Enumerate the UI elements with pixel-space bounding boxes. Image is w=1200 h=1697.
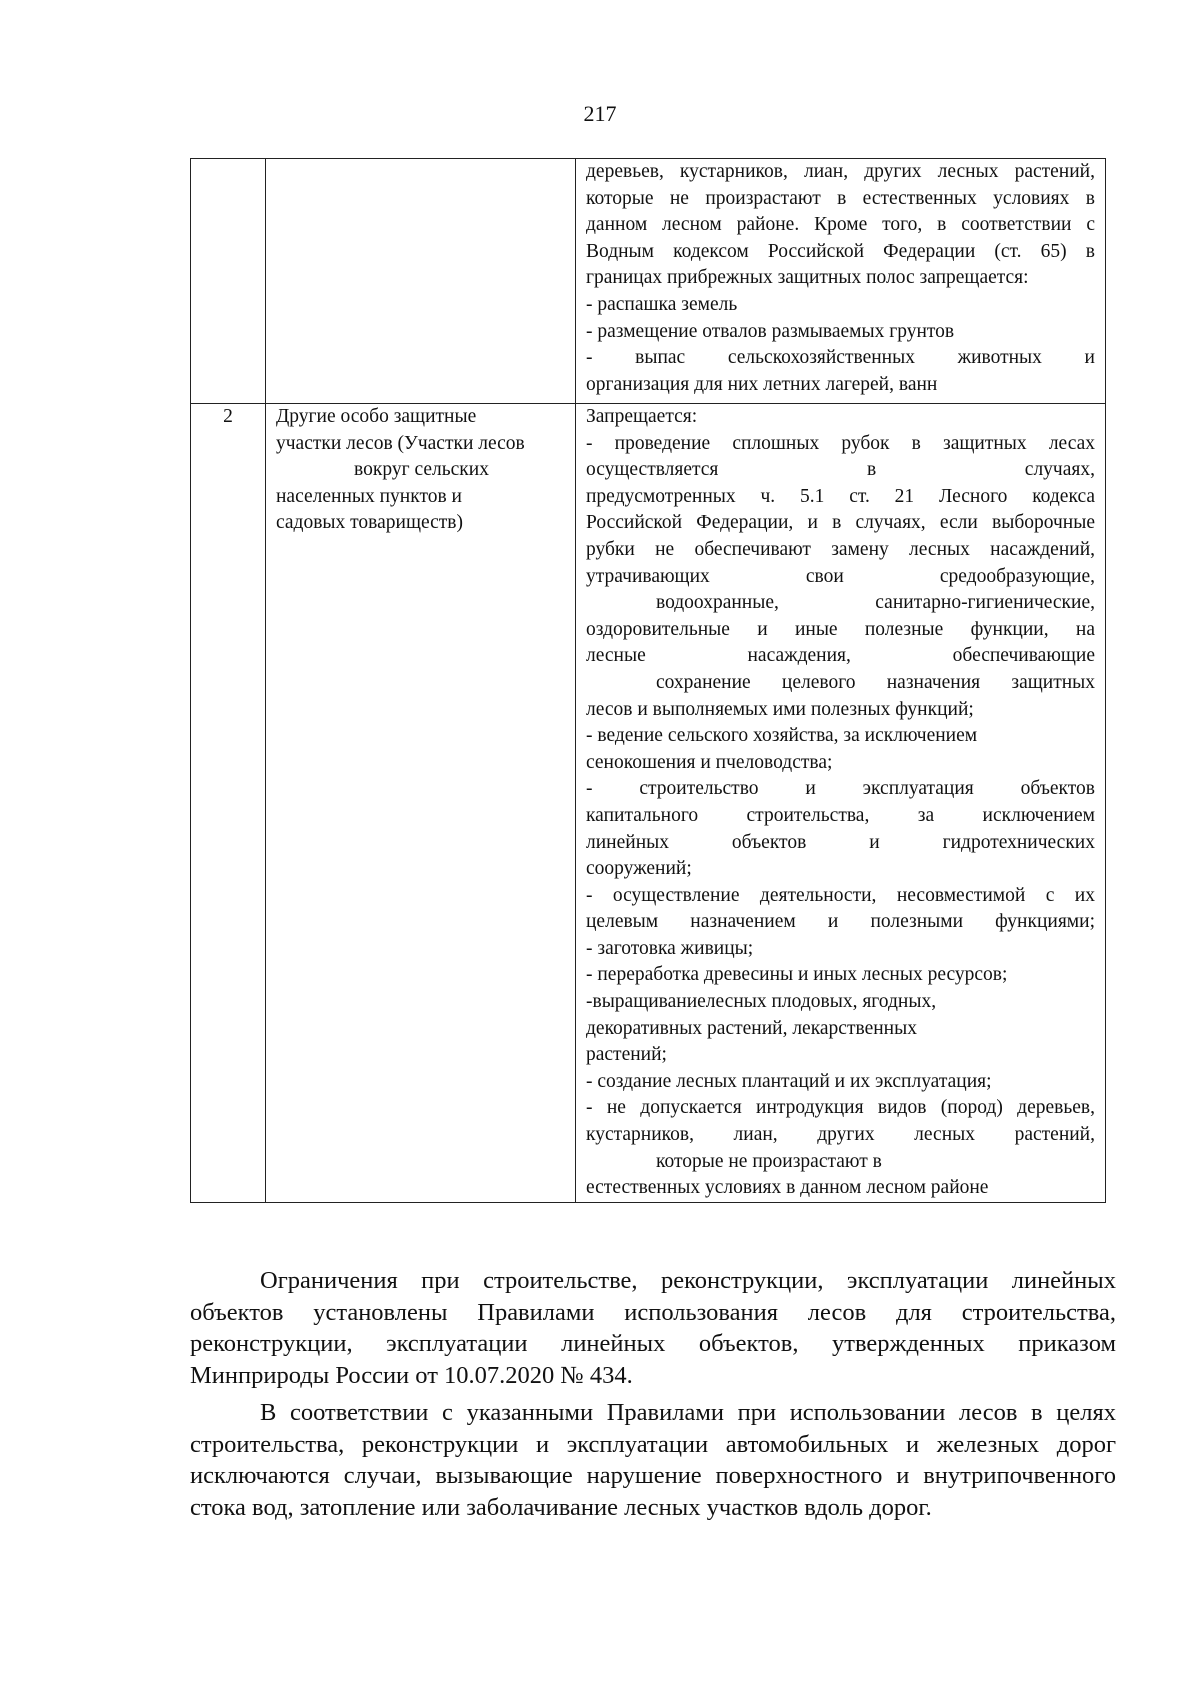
- text-line: - не допускается интродукция видов (пород) деревьев,: [586, 1097, 1095, 1119]
- cell-name: [266, 404, 576, 1203]
- text-line: линейных объектов и гидротехнических: [586, 831, 1095, 853]
- text-line: которые не произрастают в: [656, 1150, 882, 1172]
- text-line: Запрещается:: [586, 406, 698, 427]
- table-row-2: [191, 404, 1106, 1203]
- text-line: - распашка земель: [586, 293, 738, 315]
- restrictions-table: [190, 158, 1106, 1203]
- text-line: деревьев, кустарников, лиан, других лесных растений,: [586, 161, 1095, 182]
- text-line: организация для них летних лагерей, ванн: [586, 373, 938, 395]
- text-line: кустарников, лиан, других лесных растений,: [586, 1124, 1095, 1146]
- text-line: - выпас сельскохозяйственных животных и: [586, 347, 1095, 369]
- text-line: растений;: [586, 1044, 667, 1066]
- text-line: границах прибрежных защитных полос запрещается:: [586, 267, 1029, 289]
- cell-name: [266, 159, 576, 404]
- paragraph-text: Ограничения при строительстве, реконструкции, эксплуатации линейных объектов установлены Правилами использования лесов для строительства, реконструкции, эксплуатации линейных объектов, утвержденных приказом Минприроды России от 10.07.2020 № 434.: [190, 1267, 1116, 1389]
- text-line: сенокошения и пчеловодства;: [586, 751, 833, 773]
- text-line: - осуществление деятельности, несовместимой с их: [586, 884, 1095, 906]
- text-line: сооружений;: [586, 858, 692, 880]
- text-line: которые не произрастают в естественных условиях в: [586, 187, 1095, 209]
- cell-restrictions: [576, 404, 1106, 1203]
- section-name-lines: [276, 404, 567, 537]
- text-line: Водным кодексом Российской Федерации (ст. 65) в: [586, 240, 1095, 262]
- paragraph-text: В соответствии с указанными Правилами при использовании лесов в целях строительства, реконструкции и эксплуатации автомобильных и железных дорог исключаются случаи, вызывающие нарушение поверхностного и внутрипочвенного стока вод, затопление или заболачивание лесных участков вдоль дорог.: [190, 1399, 1116, 1521]
- text-line: - проведение сплошных рубок в защитных лесах: [586, 432, 1095, 454]
- cell-restrictions: [576, 159, 1106, 404]
- text-line: целевым назначением и полезными функциями;: [586, 911, 1095, 933]
- paragraph-roads: [190, 1397, 1116, 1523]
- section-name-line: вокруг сельских: [354, 459, 489, 481]
- table-row-continued: [191, 159, 1106, 404]
- text-line: лесные насаждения, обеспечивающие: [586, 645, 1095, 667]
- text-line: осуществляется в случаях,: [586, 459, 1095, 481]
- section-name-line: населенных пунктов и: [276, 485, 462, 507]
- section-name-line: участки лесов (Участки лесов: [276, 432, 525, 454]
- page-number: 217: [583, 101, 617, 126]
- text-line: утрачивающих свои средообразующие,: [586, 565, 1095, 587]
- restrictions-lines: [586, 404, 1095, 1202]
- text-line: - размещение отвалов размываемых грунтов: [586, 320, 955, 342]
- text-line: - переработка древесины и иных лесных ресурсов;: [586, 964, 1008, 986]
- text-line: рубки не обеспечивают замену лесных насаждений,: [586, 538, 1095, 560]
- text-line: -выращиваниелесных плодовых, ягодных,: [586, 991, 937, 1013]
- text-line: - строительство и эксплуатация объектов: [586, 778, 1095, 800]
- text-line: естественных условиях в данном лесном районе: [586, 1177, 989, 1199]
- restrictions-lines: [586, 159, 1095, 398]
- text-line: данном лесном районе. Кроме того, в соответствии с: [586, 214, 1095, 236]
- paragraph-linear-objects: [190, 1265, 1116, 1391]
- text-line: сохранение целевого назначения защитных: [656, 671, 1095, 693]
- text-line: декоративных растений, лекарственных: [586, 1017, 917, 1039]
- cell-number: 2: [191, 404, 266, 1203]
- text-line: водоохранные, санитарно-гигиенические,: [656, 592, 1095, 614]
- section-name-line: Другие особо защитные: [276, 406, 477, 427]
- text-line: - ведение сельского хозяйства, за исключением: [586, 725, 978, 747]
- text-line: - создание лесных плантаций и их эксплуатация;: [586, 1070, 992, 1092]
- text-line: - заготовка живицы;: [586, 937, 754, 959]
- text-line: Российской Федерации, и в случаях, если выборочные: [586, 512, 1095, 534]
- text-line: предусмотренных ч. 5.1 ст. 21 Лесного кодекса: [586, 485, 1095, 507]
- section-name-line: садовых товариществ): [276, 512, 463, 534]
- text-line: капитального строительства, за исключением: [586, 804, 1095, 826]
- text-line: лесов и выполняемых ими полезных функций;: [586, 698, 974, 720]
- cell-number: [191, 159, 266, 404]
- text-line: оздоровительные и иные полезные функции, на: [586, 618, 1095, 640]
